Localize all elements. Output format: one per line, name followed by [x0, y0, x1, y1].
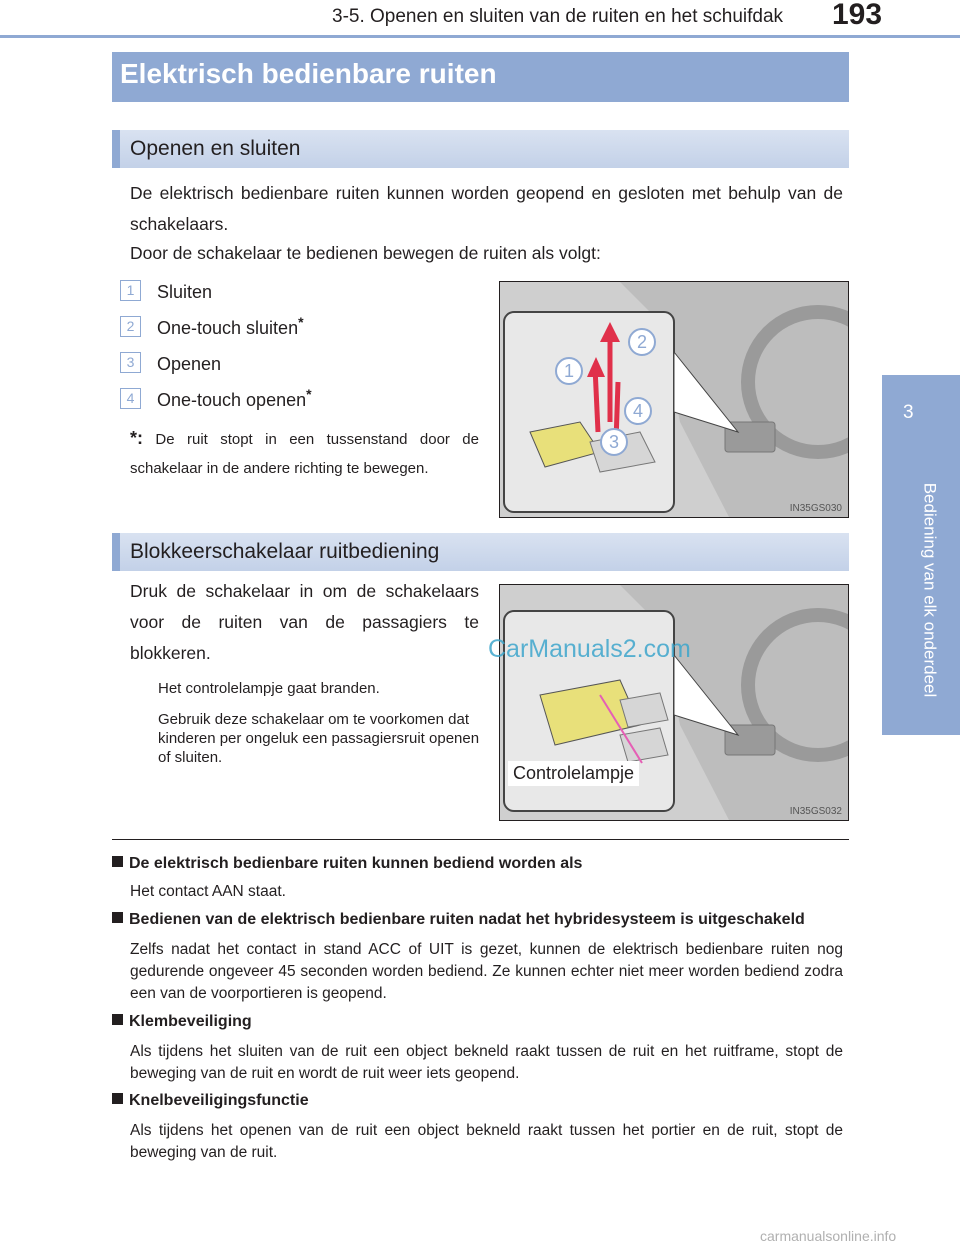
note-title: Klembeveiliging — [112, 1013, 252, 1031]
header-section-title: 3-5. Openen en sluiten van de ruiten en het schuifdak — [332, 6, 784, 27]
callout-2: 2 — [628, 328, 656, 356]
callout-3: 3 — [600, 428, 628, 456]
section-title-blokkeer: Blokkeerschakelaar ruitbediening — [112, 533, 849, 571]
item-label: One-touch openen* — [157, 386, 312, 410]
note-title: De elektrisch bedienbare ruiten kunnen bediend worden als — [112, 855, 582, 873]
lock-note-1: Het controlelampje gaat branden. — [158, 680, 380, 697]
figure-lock-switch — [499, 584, 849, 821]
figure-code: IN35GS030 — [789, 503, 842, 514]
header-rule — [0, 35, 960, 38]
footnote-text: De ruit stopt in een tussenstand door de schakelaar in de andere richting te bewegen. — [130, 431, 479, 477]
item-label: Openen — [157, 354, 222, 374]
chapter-title-wrap — [920, 465, 939, 725]
footnote — [130, 424, 479, 483]
section-title-openen: Openen en sluiten — [112, 130, 849, 168]
square-bullet-icon — [112, 1014, 123, 1025]
intro-paragraph-2: Door de schakelaar te bedienen bewegen de ruiten als volgt: — [130, 243, 601, 263]
figure-label-controlelampje: Controlelampje — [508, 761, 639, 786]
figure-code: IN35GS032 — [789, 806, 842, 817]
chapter-number: 3 — [903, 402, 914, 423]
item-label: One-touch sluiten* — [157, 314, 304, 338]
main-title: Elektrisch bedienbare ruiten — [112, 52, 849, 102]
square-bullet-icon — [112, 912, 123, 923]
section-divider — [112, 839, 849, 840]
note-title: Bedienen van de elektrisch bedienbare ruiten nadat het hybridesysteem is uitgeschakeld — [112, 911, 805, 929]
note-body: Het contact AAN staat. — [130, 883, 286, 900]
item-number-box: 1 — [120, 280, 141, 301]
square-bullet-icon — [112, 1093, 123, 1104]
figure-illustration — [500, 282, 849, 518]
lock-switch-paragraph: Druk de schakelaar in om de schakelaars voor de ruiten van de passagiers te blokkeren. — [130, 581, 479, 663]
lock-note-2: Gebruik deze schakelaar om te voorkomen dat kinderen per ongeluk een passagiersruit openen of sluiten. — [158, 711, 480, 766]
intro-paragraph: De elektrisch bedienbare ruiten kunnen worden geopend en gesloten met behulp van de schakelaars. — [130, 183, 843, 234]
item-number-box: 2 — [120, 316, 141, 337]
note-body: Als tijdens het sluiten van de ruit een object bekneld raakt tussen de ruit en het ruitframe, stopt de beweging van de ruit en wordt de ruit weer iets geopend. — [130, 1043, 843, 1082]
footer-watermark: carmanualsonline.info — [760, 1228, 897, 1244]
note-body: Zelfs nadat het contact in stand ACC of UIT is gezet, kunnen de elektrisch bedienbare ruiten nog gedurende ongeveer 45 seconden worden bediend. Ze kunnen echter niet meer worden bediend zodra een van de voorportieren is geopend. — [130, 941, 843, 1002]
item-label: Sluiten — [157, 282, 213, 302]
chapter-title: Bediening van elk onderdeel — [920, 482, 940, 698]
figure-window-switch — [499, 281, 849, 518]
callout-4: 4 — [624, 397, 652, 425]
note-body: Als tijdens het openen van de ruit een object bekneld raakt tussen het portier en de ruit, stopt de beweging van de ruit. — [130, 1122, 843, 1161]
item-number-box: 3 — [120, 352, 141, 373]
square-bullet-icon — [112, 856, 123, 867]
item-number-box: 4 — [120, 388, 141, 409]
page-number: 193 — [832, 0, 883, 31]
watermark: CarManuals2.com — [488, 635, 691, 663]
callout-1: 1 — [555, 357, 583, 385]
note-title: Knelbeveiligingsfunctie — [112, 1092, 309, 1110]
footnote-mark: *: — [130, 428, 143, 448]
